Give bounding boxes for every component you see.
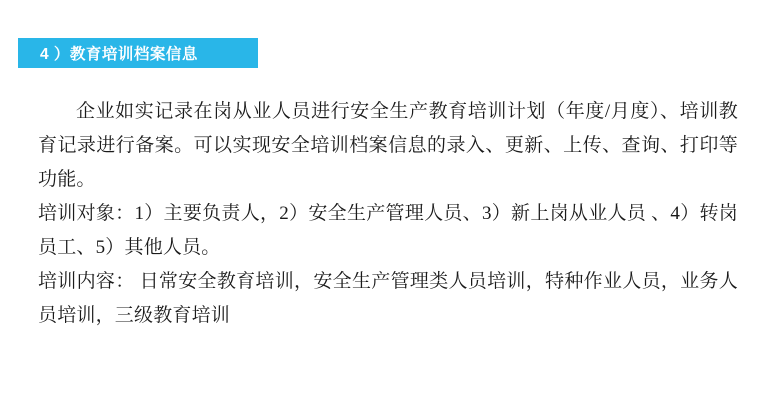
section-heading-banner: [18, 38, 258, 68]
section-heading-label: 4 ）教育培训档案信息: [40, 46, 198, 63]
paragraph-training-audience: 培训对象：1）主要负责人，2）安全生产管理人员、3）新上岗从业人员 、4）转岗员工、5）其他人员。: [38, 203, 738, 258]
paragraph-training-content: 培训内容： 日常安全教育培训，安全生产管理类人员培训，特种作业人员，业务人员培训，三级教育培训: [38, 271, 738, 326]
paragraph-overview: 企业如实记录在岗从业人员进行安全生产教育培训计划（年度/月度）、培训教育记录进行备案。可以实现安全培训档案信息的录入、更新、上传、查询、打印等功能。: [38, 101, 738, 190]
body-content: [38, 95, 738, 333]
